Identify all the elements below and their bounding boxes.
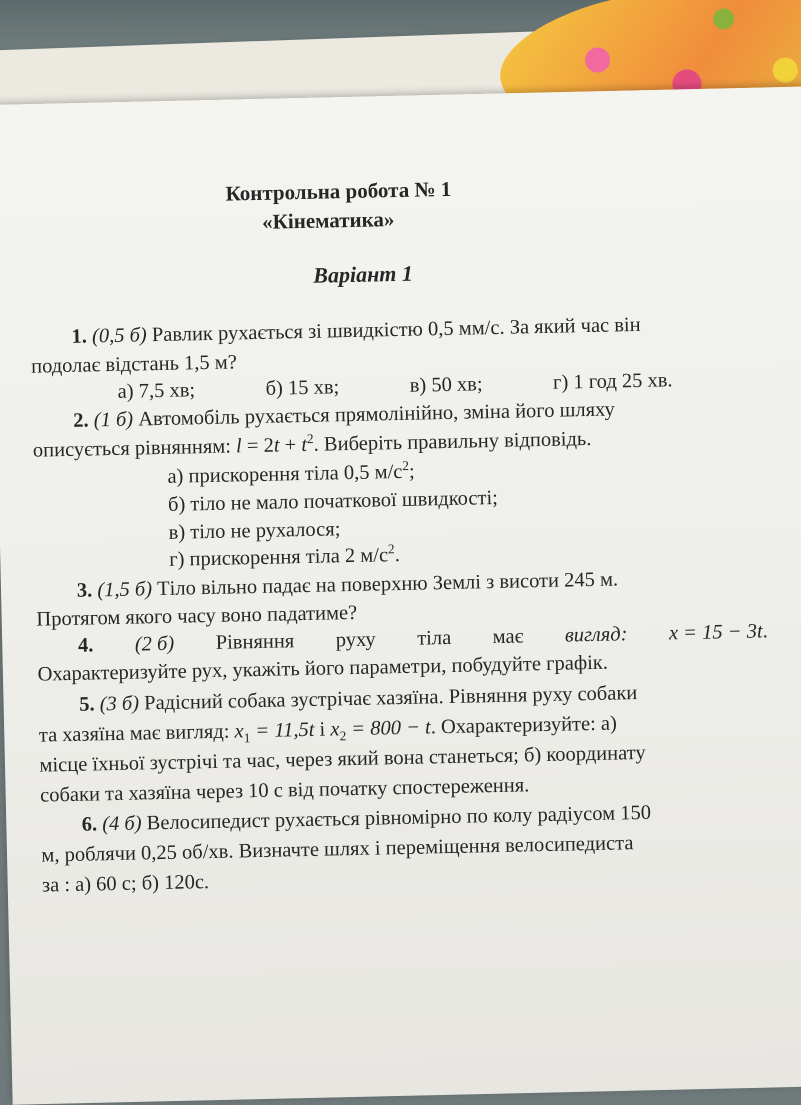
task-2-formula-lhs: l: [235, 435, 242, 458]
task-2-option-c: в) тіло не рухалося;: [168, 518, 341, 544]
task-4-word-2: руху: [335, 628, 376, 652]
task-6-line-2: м, роблячи 0,25 об/хв. Визначте шлях і переміщення велосипедиста: [41, 832, 634, 867]
task-3-text: Тіло вільно падає на поверхню Землі з висоти 245 м.: [151, 568, 619, 601]
task-6-line-3: за : а) 60 с; б) 120с.: [41, 871, 210, 897]
task-5-text-2-post: . Охарактеризуйте: а): [430, 712, 618, 739]
task-5-and: і: [314, 718, 331, 741]
task-2-number: 2.: [73, 409, 89, 432]
task-5-text: Радісний собака зустрічає хазяїна. Рівняння руху собаки: [138, 682, 638, 715]
task-1-option-b: б) 15 хв;: [265, 376, 340, 400]
task-2-option-d-exp: 2: [387, 541, 395, 557]
task-6-points: (4 б): [101, 812, 142, 836]
task-2-option-d-text: г) прискорення тіла 2 м/с: [168, 544, 389, 571]
task-4-word-4: має: [492, 625, 524, 649]
task-5-x1-rhs: = 11,5t: [250, 718, 315, 743]
task-6-number: 6.: [81, 813, 98, 836]
task-2-option-a-exp: 2: [402, 457, 410, 474]
task-1-line-1: [71, 313, 641, 349]
title-line-1: Контрольна робота № 1: [225, 176, 452, 206]
task-2-text-2-post: . Виберіть правильну відповідь.: [313, 427, 592, 456]
task-1-option-d: г) 1 год 25 хв.: [552, 369, 673, 394]
task-4-word-5: вигляд:: [564, 623, 628, 647]
task-3-number: 3.: [76, 579, 93, 602]
task-1-points: (0,5 б): [91, 324, 147, 348]
task-4-formula: x = 15 − 3t: [668, 620, 763, 645]
variant-heading: Варіант 1: [313, 260, 414, 288]
task-3-points: (1,5 б): [97, 578, 153, 602]
task-6-line-1: [81, 801, 651, 837]
title-line-2: «Кінематика»: [261, 207, 395, 234]
task-4-word-1: Рівняння: [215, 630, 295, 654]
task-2-text: Автомобіль рухається прямолінійно, зміна його шляху: [132, 398, 615, 431]
task-4-formula-end: .: [762, 620, 768, 643]
task-2-line-2: [33, 427, 592, 463]
task-2-formula-t2: t: [301, 433, 308, 457]
task-5-line-4: собаки та хазяїна через 10 с від початку спостереження.: [39, 774, 530, 807]
task-2-option-b: б) тіло не мало початкової швидкості;: [167, 486, 499, 516]
task-2-option-a-text: а) прискорення тіла 0,5 м/с: [167, 460, 403, 488]
task-2-points: (1 б): [93, 408, 134, 432]
task-2-text-2-pre: описується рівнянням:: [32, 435, 237, 462]
task-4-word-3: тіла: [416, 626, 452, 650]
task-2-formula-t1: t: [273, 434, 280, 457]
task-5-line-2: [39, 712, 618, 748]
task-1-line-2: подолає відстань 1,5 м?: [30, 351, 238, 378]
task-5-x2-rhs: = 800 − t: [345, 716, 431, 741]
task-3-line-2: Протягом якого часу воно падатиме?: [36, 601, 358, 631]
task-5-x1: x: [234, 720, 244, 743]
task-4-number: 4.: [77, 634, 94, 657]
task-2-option-a-end: ;: [408, 460, 415, 483]
task-1-option-a: а) 7,5 хв;: [117, 379, 196, 403]
task-1-option-c: в) 50 хв;: [409, 373, 483, 397]
task-5-number: 5.: [78, 693, 95, 716]
task-2-option-a: [167, 457, 415, 489]
task-2-option-d: [169, 543, 400, 572]
task-2-formula-eq: = 2: [241, 434, 275, 458]
task-2-formula-exp: 2: [306, 430, 314, 447]
task-6-text: Велосипедист рухається рівномірно по колу радіусом 150: [141, 801, 652, 835]
task-4-points: (2 б): [134, 632, 175, 656]
task-3-line-1: [77, 567, 619, 602]
task-5-line-1: [79, 681, 638, 717]
task-2-formula-plus: +: [279, 434, 302, 457]
task-5-x2-sub: 2: [339, 728, 347, 744]
task-5-line-3: місце їхньої зустрічі та час, через який вона станеться; б) координату: [39, 741, 646, 777]
task-4-line-2: Охарактеризуйте рух, укажіть його параметри, побудуйте графік.: [37, 651, 609, 686]
task-5-text-2-pre: та хазяїна має вигляд:: [38, 720, 235, 747]
task-5-points: (3 б): [99, 692, 140, 716]
task-5-x2: x: [330, 718, 340, 741]
task-2-option-d-end: .: [394, 544, 401, 567]
task-5-x1-sub: 1: [243, 730, 251, 746]
task-1-number: 1.: [71, 325, 88, 348]
task-1-text: Равлик рухається зі швидкістю 0,5 мм/с. За який час він: [146, 313, 641, 347]
